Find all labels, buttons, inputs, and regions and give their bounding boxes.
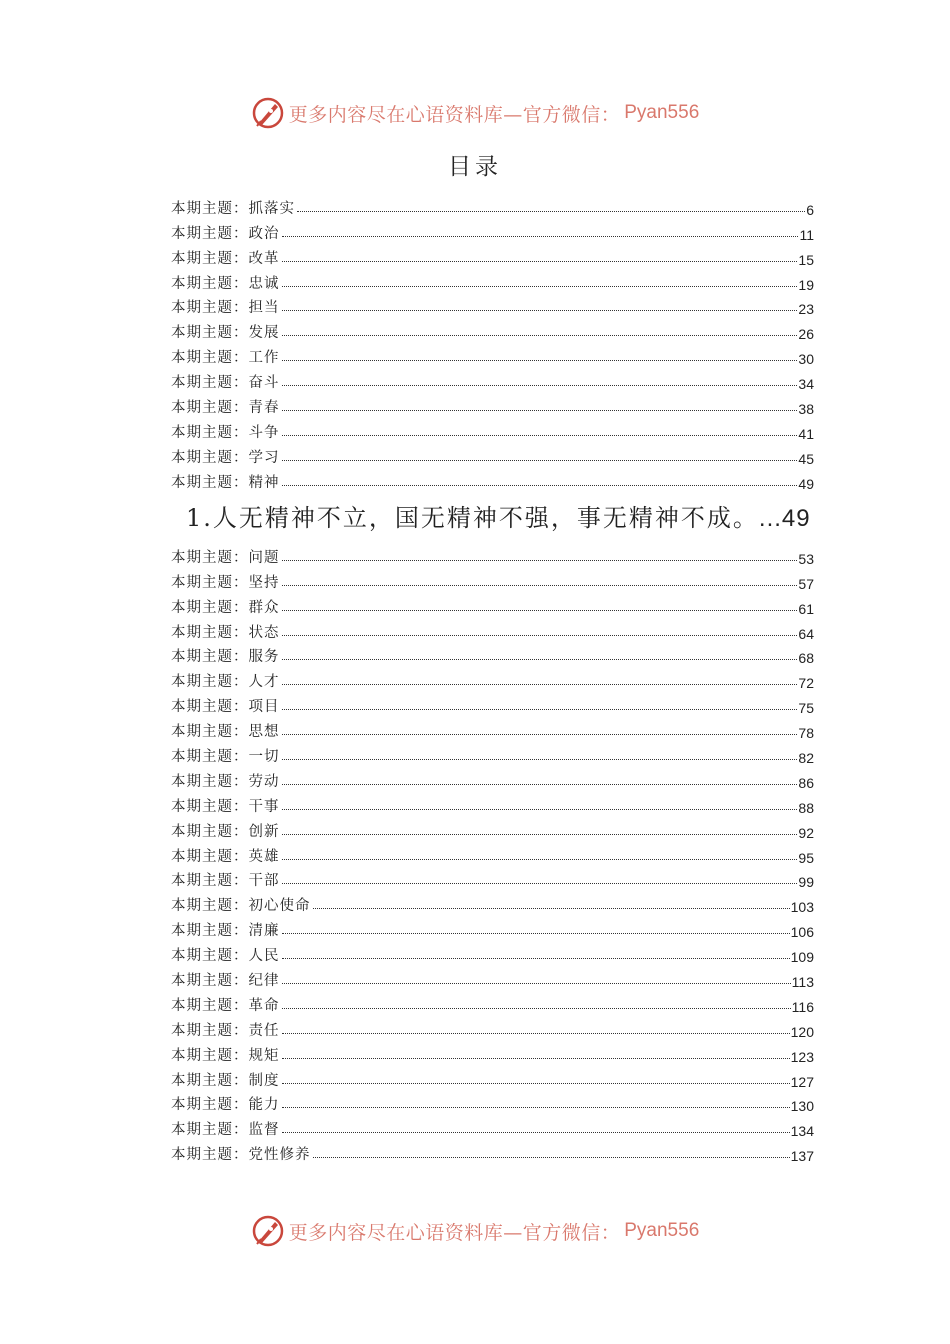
toc-leader-dots	[282, 634, 798, 636]
toc-leader-dots	[282, 384, 798, 386]
toc-entry[interactable]	[171, 841, 814, 866]
toc-entry-label: 本期主题：奋斗	[171, 375, 280, 392]
toc-entry[interactable]	[171, 268, 814, 293]
toc-leader-dots	[282, 309, 798, 311]
toc-leader-dots	[282, 683, 798, 685]
toc-list-b	[171, 542, 814, 1164]
toc-leader-dots	[282, 459, 798, 461]
toc-entry-label: 本期主题：思想	[171, 724, 280, 741]
toc-entry-page: 106	[790, 924, 814, 941]
toc-entry[interactable]	[171, 666, 814, 691]
toc-entry-page: 99	[798, 874, 814, 891]
toc-entry[interactable]	[171, 218, 814, 243]
toc-entry-page: 41	[798, 425, 814, 442]
toc-entry[interactable]	[171, 392, 814, 417]
toc-entry-label: 本期主题：创新	[171, 823, 280, 840]
toc-entry[interactable]	[171, 293, 814, 318]
toc-entry-page: 134	[790, 1123, 814, 1140]
toc-entry-page: 109	[790, 949, 814, 966]
toc-entry[interactable]	[171, 791, 814, 816]
toc-entry-label: 本期主题：服务	[171, 649, 280, 666]
toc-leader-dots	[282, 409, 798, 411]
toc-entry-page: 23	[798, 301, 814, 318]
toc-entry-page: 120	[790, 1023, 814, 1040]
header-banner	[0, 93, 950, 133]
toc-entry-label: 本期主题：人才	[171, 674, 280, 691]
toc-entry-label: 本期主题：工作	[171, 350, 280, 367]
toc-entry-label: 本期主题：能力	[171, 1097, 280, 1114]
footer-banner	[0, 1211, 950, 1251]
toc-subheading[interactable]	[186, 498, 816, 533]
toc-entry-label: 本期主题：担当	[171, 300, 280, 317]
toc-entry[interactable]	[171, 716, 814, 741]
toc-entry-page: 88	[798, 799, 814, 816]
toc-entry-page: 78	[798, 725, 814, 742]
toc-entry-label: 本期主题：学习	[171, 449, 280, 466]
toc-entry[interactable]	[171, 342, 814, 367]
toc-entry[interactable]	[171, 467, 814, 492]
toc-entry-page: 30	[798, 351, 814, 368]
toc-entry-label: 本期主题：党性修养	[171, 1147, 311, 1164]
toc-entry-label: 本期主题：坚持	[171, 574, 280, 591]
toc-entry[interactable]	[171, 317, 814, 342]
toc-entry[interactable]	[171, 567, 814, 592]
toc-leader-dots	[282, 260, 798, 262]
toc-entry[interactable]	[171, 617, 814, 642]
toc-leader-dots	[282, 1057, 790, 1059]
toc-entry-label: 本期主题：群众	[171, 599, 280, 616]
toc-leader-dots	[282, 758, 798, 760]
toc-leader-dots	[282, 235, 799, 237]
toc-leader-dots	[282, 1106, 790, 1108]
toc-leader-dots	[282, 783, 798, 785]
toc-entry-label: 本期主题：政治	[171, 225, 280, 242]
toc-entry-page: 61	[798, 600, 814, 617]
toc-leader-dots	[282, 359, 798, 361]
toc-entry-label: 本期主题：一切	[171, 749, 280, 766]
toc-leader-dots	[282, 1131, 790, 1133]
toc-leader-dots	[282, 434, 798, 436]
toc-entry-page: 127	[790, 1073, 814, 1090]
toc-leader-dots	[282, 285, 798, 287]
page-title: 目录	[448, 154, 502, 180]
toc-leader-dots	[282, 1007, 791, 1009]
toc-entry-page: 82	[798, 750, 814, 767]
toc-entry-label: 本期主题：规矩	[171, 1047, 280, 1064]
toc-entry-label: 本期主题：改革	[171, 250, 280, 267]
toc-entry[interactable]	[171, 816, 814, 841]
toc-entry[interactable]	[171, 741, 814, 766]
banner-wechat-id: Pyan556	[624, 1220, 700, 1241]
toc-subheading-page: 49	[781, 505, 811, 532]
banner-text: 更多内容尽在心语资料库—官方微信：	[288, 103, 621, 126]
toc-entry-label: 本期主题：责任	[171, 1022, 280, 1039]
toc-entry[interactable]	[171, 1114, 814, 1139]
toc-entry-label: 本期主题：干部	[171, 873, 280, 890]
toc-entry-page: 19	[798, 276, 814, 293]
banner-wechat-id: Pyan556	[624, 102, 700, 123]
toc-leader-dots	[282, 484, 798, 486]
toc-entry-label: 本期主题：革命	[171, 997, 280, 1014]
toc-entry-page: 49	[798, 475, 814, 492]
toc-entry[interactable]	[171, 1015, 814, 1040]
toc-entry-page: 26	[798, 326, 814, 343]
toc-entry-label: 本期主题：纪律	[171, 973, 280, 990]
toc-entry[interactable]	[171, 417, 814, 442]
toc-entry-label: 本期主题：制度	[171, 1072, 280, 1089]
toc-leader-dots	[282, 733, 798, 735]
toc-leader-dots	[282, 1082, 790, 1084]
toc-leader-dots	[282, 957, 790, 959]
toc-entry-page: 103	[790, 899, 814, 916]
toc-entry-page: 11	[799, 226, 814, 243]
toc-entry[interactable]	[171, 193, 814, 218]
toc-entry-label: 本期主题：斗争	[171, 424, 280, 441]
toc-leader-dots	[282, 1032, 790, 1034]
toc-leader-dots	[282, 858, 798, 860]
toc-entry[interactable]	[171, 990, 814, 1015]
toc-entry-page: 130	[790, 1098, 814, 1115]
toc-entry[interactable]	[171, 766, 814, 791]
toc-leader-dots	[282, 833, 798, 835]
toc-entry-label: 本期主题：青春	[171, 400, 280, 417]
toc-entry-page: 34	[798, 376, 814, 393]
toc-entry[interactable]	[171, 592, 814, 617]
toc-entry-page: 57	[798, 575, 814, 592]
toc-entry-page: 15	[798, 251, 814, 268]
toc-entry-label: 本期主题：劳动	[171, 773, 280, 790]
toc-entry[interactable]	[171, 542, 814, 567]
toc-leader-dots	[282, 882, 798, 884]
toc-entry-page: 86	[798, 774, 814, 791]
toc-leader-dots	[282, 708, 798, 710]
toc-leader-dots	[282, 658, 798, 660]
toc-entry-page: 116	[791, 998, 814, 1015]
toc-entry-page: 53	[798, 550, 814, 567]
toc-leader-dots	[282, 808, 798, 810]
toc-entry[interactable]	[171, 866, 814, 891]
quill-logo-icon	[251, 1214, 285, 1248]
toc-entry-page: 75	[798, 700, 814, 717]
toc-entry[interactable]	[171, 1065, 814, 1090]
toc-subheading-dots: ...	[758, 505, 782, 532]
toc-entry[interactable]	[171, 442, 814, 467]
toc-leader-dots	[282, 584, 798, 586]
toc-entry-label: 本期主题：状态	[171, 624, 280, 641]
toc-entry-label: 本期主题：干事	[171, 798, 280, 815]
toc-entry-page: 123	[790, 1048, 814, 1065]
toc-leader-dots	[282, 609, 798, 611]
toc-entry-label: 本期主题：清廉	[171, 923, 280, 940]
toc-entry-label: 本期主题：项目	[171, 699, 280, 716]
toc-entry[interactable]	[171, 915, 814, 940]
toc-entry[interactable]	[171, 642, 814, 667]
toc-entry[interactable]	[171, 1139, 814, 1164]
toc-leader-dots	[282, 559, 798, 561]
toc-entry[interactable]	[171, 367, 814, 392]
toc-entry-label: 本期主题：发展	[171, 325, 280, 342]
toc-entry-label: 本期主题：抓落实	[171, 200, 295, 217]
quill-logo-icon	[251, 96, 285, 130]
toc-leader-dots	[313, 1156, 790, 1158]
toc-entry[interactable]	[171, 1040, 814, 1065]
toc-entry[interactable]	[171, 890, 814, 915]
toc-entry-page: 64	[798, 625, 814, 642]
toc-entry-page: 137	[790, 1148, 814, 1165]
toc-subheading-text: 1.人无精神不立，国无精神不强，事无精神不成。	[186, 504, 759, 532]
toc-leader-dots	[282, 334, 798, 336]
toc-entry-page: 38	[798, 401, 814, 418]
toc-entry-label: 本期主题：英雄	[171, 848, 280, 865]
toc-entry[interactable]	[171, 691, 814, 716]
toc-entry-page: 95	[798, 849, 814, 866]
toc-entry-label: 本期主题：忠诚	[171, 275, 280, 292]
toc-leader-dots	[313, 907, 790, 909]
toc-entry-page: 72	[798, 675, 814, 692]
toc-entry-page: 113	[791, 974, 814, 991]
toc-list-a	[171, 193, 814, 492]
toc-entry-page: 68	[798, 650, 814, 667]
toc-entry-label: 本期主题：精神	[171, 474, 280, 491]
toc-entry-page: 6	[806, 201, 814, 218]
toc-entry-label: 本期主题：人民	[171, 948, 280, 965]
toc-entry[interactable]	[171, 1090, 814, 1115]
toc-entry-page: 45	[798, 450, 814, 467]
toc-entry[interactable]	[171, 243, 814, 268]
toc-entry[interactable]	[171, 940, 814, 965]
toc-entry-label: 本期主题：监督	[171, 1122, 280, 1139]
toc-leader-dots	[297, 210, 805, 212]
toc-entry-label: 本期主题：初心使命	[171, 898, 311, 915]
toc-entry-page: 92	[798, 824, 814, 841]
banner-text: 更多内容尽在心语资料库—官方微信：	[288, 1221, 621, 1244]
toc-leader-dots	[282, 982, 791, 984]
toc-entry[interactable]	[171, 965, 814, 990]
toc-entry-label: 本期主题：问题	[171, 549, 280, 566]
toc-leader-dots	[282, 932, 790, 934]
